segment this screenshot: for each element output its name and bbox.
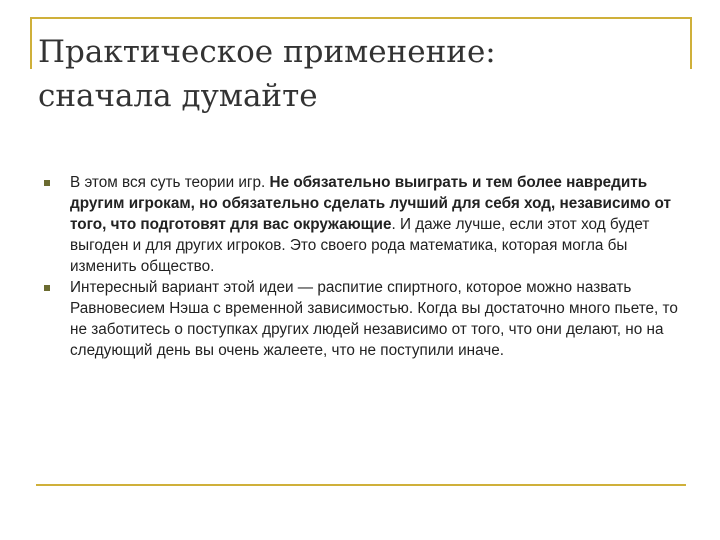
bullet-list — [40, 172, 690, 361]
title-line-1: Практическое применение: — [38, 34, 496, 70]
bullet-1-bold: Не обязательно выиграть и тем более навредить другим игрокам, но обязательно сделать лучший для себя ход, независимо от того, что подготовят для вас окружающие — [70, 174, 672, 233]
bullet-text-1 — [70, 172, 690, 277]
square-bullet-icon — [44, 285, 50, 291]
frame-bottom-rule — [36, 484, 686, 486]
frame-top-rule — [30, 17, 692, 19]
square-bullet-icon — [44, 180, 50, 186]
frame-left-rule — [30, 17, 32, 69]
bullet-item-1 — [40, 172, 690, 277]
bullet-item-2 — [40, 277, 690, 361]
bullet-1-rest: . И даже лучше, если этот ход будет выгоден и для других игроков. Это своего рода математика, которая могла бы изменить общество. — [70, 216, 650, 275]
title-line-2: сначала думайте — [38, 78, 318, 114]
frame-right-rule — [690, 17, 692, 69]
bullet-1-intro: В этом вся суть теории игр. — [70, 174, 270, 191]
slide-title — [38, 30, 678, 118]
bullet-text-2: Интересный вариант этой идеи — распитие спиртного, которое можно назвать Равновесием Нэша с временной зависимостью. Когда вы достаточно много пьете, то не заботитесь о поступках других людей независимо от того, что они делают, но на следующий день вы очень жалеете, что не поступили иначе. — [70, 279, 678, 359]
